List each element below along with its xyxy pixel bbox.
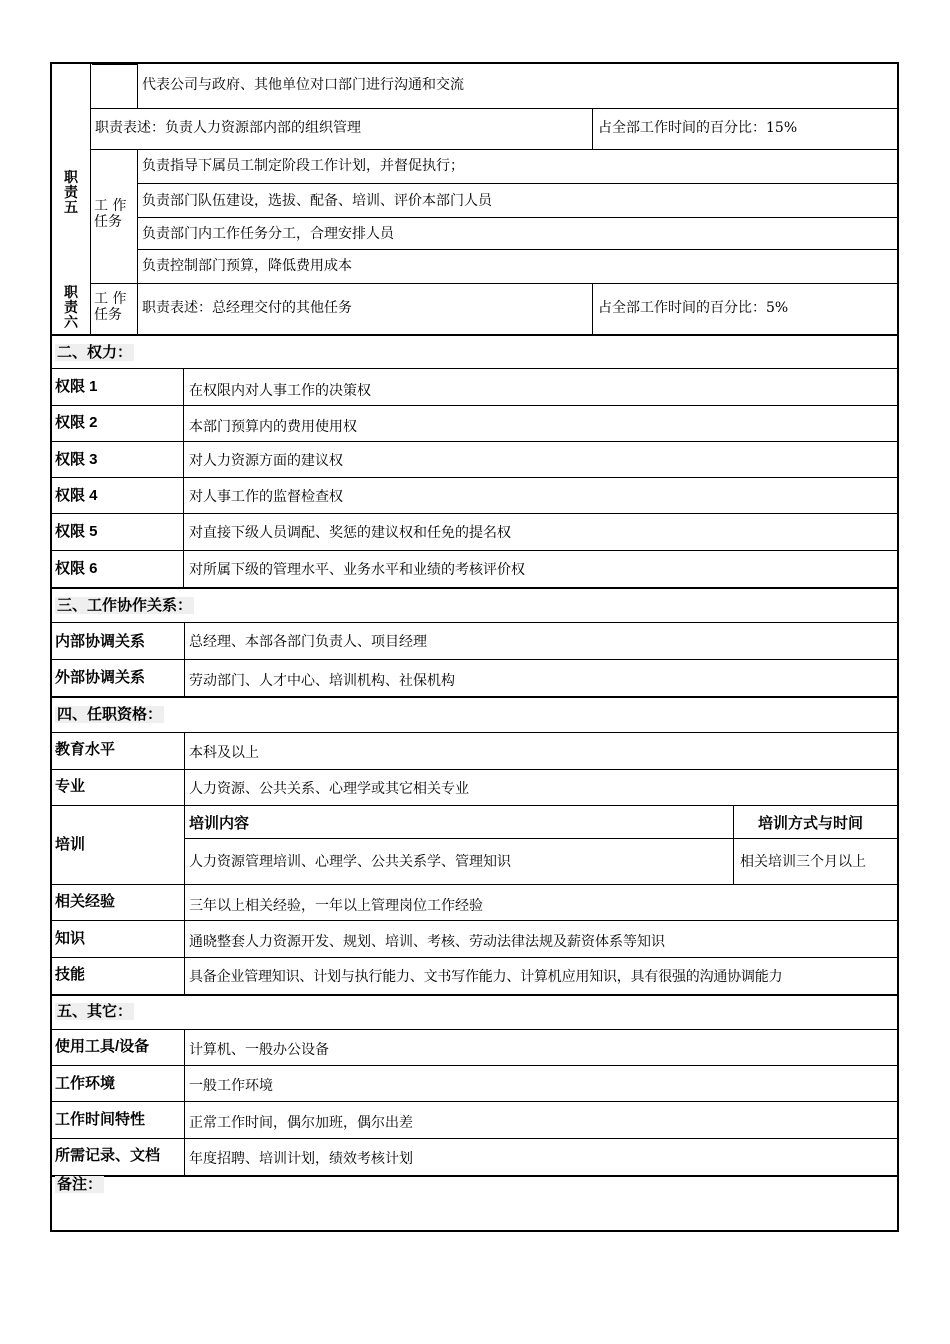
authority-label-4: 权限 4 [55, 487, 98, 504]
tools-value: 计算机、一般办公设备 [189, 1042, 329, 1058]
skills-value: 具备企业管理知识、计划与执行能力、文书写作能力、计算机应用知识，具有很强的沟通协调能力 [189, 969, 783, 985]
authority-value-6: 对所属下级的管理水平、业务水平和业绩的考核评价权 [189, 562, 525, 578]
authority-value-5: 对直接下级人员调配、奖惩的建议权和任免的提名权 [189, 525, 511, 541]
environment-label: 工作环境 [55, 1075, 116, 1092]
external-coordination-label: 外部协调关系 [55, 669, 146, 686]
education-value: 本科及以上 [189, 745, 259, 761]
duty-five-label: 职责五 [64, 169, 78, 215]
work-task-label: 工 作 任务 [94, 198, 127, 230]
training-content-value: 人力资源管理培训、心理学、公共关系学、管理知识 [189, 854, 511, 870]
training-content-header: 培训内容 [189, 815, 250, 832]
experience-value: 三年以上相关经验，一年以上管理岗位工作经验 [189, 898, 483, 914]
duty-task-communication: 代表公司与政府、其他单位对口部门进行沟通和交流 [142, 77, 464, 93]
duty-six-description: 职责表述：总经理交付的其他任务 [142, 300, 352, 316]
major-value: 人力资源、公共关系、心理学或其它相关专业 [189, 781, 469, 797]
remarks-label: 备注： [57, 1176, 103, 1193]
section-other-heading: 五、其它： [57, 1003, 133, 1020]
authority-label-1: 权限 1 [55, 378, 98, 395]
section-collaboration-heading: 三、工作协作关系： [57, 597, 193, 614]
duty-five-percentage: 占全部工作时间的百分比：15% [598, 120, 798, 136]
training-method-header: 培训方式与时间 [758, 815, 864, 832]
knowledge-value: 通晓整套人力资源开发、规划、培训、考核、劳动法律法规及薪资体系等知识 [189, 934, 665, 950]
training-method-value: 相关培训三个月以上 [740, 854, 866, 870]
duty-five-task-1: 负责指导下属员工制定阶段工作计划，并督促执行； [142, 158, 464, 174]
duty-five-task-4: 负责控制部门预算，降低费用成本 [142, 258, 352, 274]
authority-label-3: 权限 3 [55, 451, 98, 468]
education-label: 教育水平 [55, 741, 116, 758]
records-value: 年度招聘、培训计划，绩效考核计划 [189, 1151, 413, 1167]
work-task-label-2: 工 作 任务 [94, 291, 127, 323]
duty-five-task-3: 负责部门内工作任务分工，合理安排人员 [142, 226, 394, 242]
tools-label: 使用工具/设备 [55, 1038, 150, 1055]
experience-label: 相关经验 [55, 893, 116, 910]
duty-six-label: 职责六 [64, 284, 78, 330]
duty-six-percentage: 占全部工作时间的百分比：5% [598, 300, 789, 316]
authority-value-2: 本部门预算内的费用使用权 [189, 419, 357, 435]
environment-value: 一般工作环境 [189, 1078, 273, 1094]
section-qualification-heading: 四、任职资格： [57, 706, 163, 723]
authority-label-6: 权限 6 [55, 560, 98, 577]
work-hours-value: 正常工作时间，偶尔加班，偶尔出差 [189, 1115, 413, 1131]
duty-five-task-2: 负责部门队伍建设，选拔、配备、培训、评价本部门人员 [142, 193, 492, 209]
skills-label: 技能 [55, 966, 86, 983]
internal-coordination-value: 总经理、本部各部门负责人、项目经理 [189, 634, 427, 650]
authority-value-4: 对人事工作的监督检查权 [189, 489, 343, 505]
knowledge-label: 知识 [55, 930, 86, 947]
duty-five-description: 职责表述：负责人力资源部内部的组织管理 [95, 120, 361, 136]
work-hours-label: 工作时间特性 [55, 1111, 146, 1128]
authority-label-5: 权限 5 [55, 523, 98, 540]
authority-label-2: 权限 2 [55, 414, 98, 431]
internal-coordination-label: 内部协调关系 [55, 633, 146, 650]
records-label: 所需记录、文档 [55, 1147, 161, 1164]
authority-value-1: 在权限内对人事工作的决策权 [189, 383, 371, 399]
external-coordination-value: 劳动部门、人才中心、培训机构、社保机构 [189, 673, 455, 689]
authority-value-3: 对人力资源方面的建议权 [189, 453, 343, 469]
training-label: 培训 [55, 836, 86, 853]
major-label: 专业 [55, 778, 86, 795]
section-authority-heading: 二、权力： [57, 344, 133, 361]
